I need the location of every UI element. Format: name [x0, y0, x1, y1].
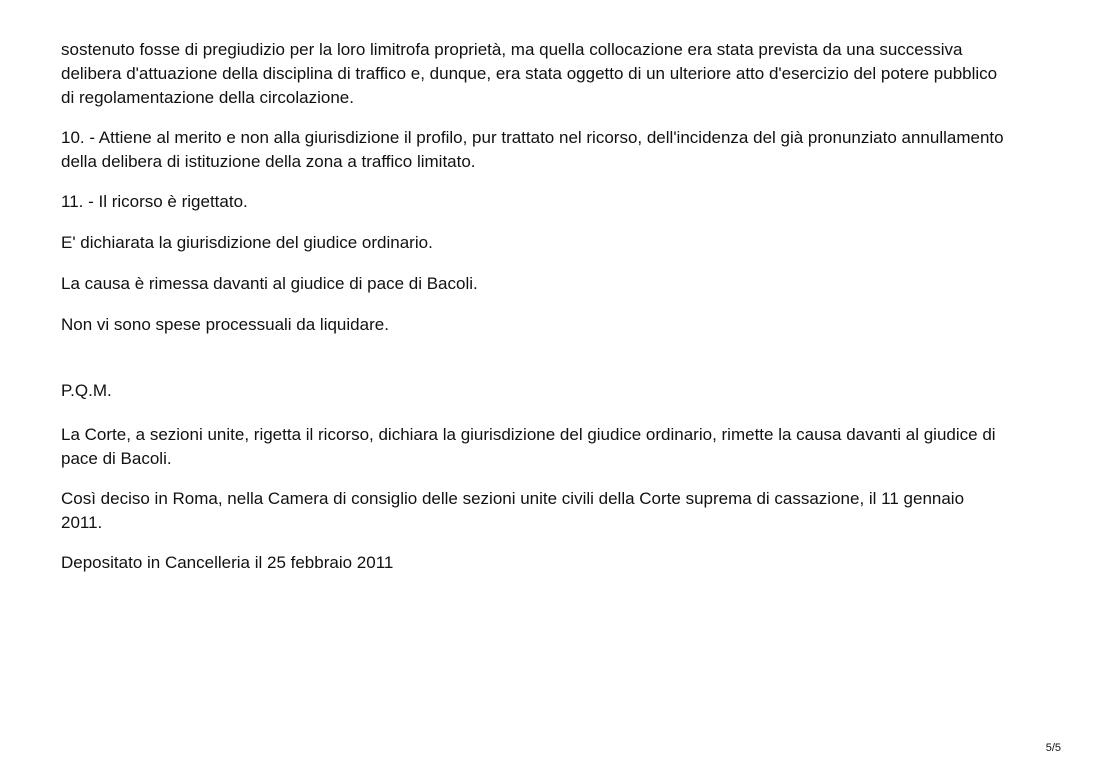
text-line: P.Q.M. — [61, 381, 112, 400]
text-line: delibera d'attuazione della disciplina di traffico e, dunque, era stata oggetto di un ulteriore atto d'esercizio del potere pubblico — [61, 64, 998, 83]
paragraph-10 — [61, 126, 1051, 174]
text-line: Così deciso in Roma, nella Camera di consiglio delle sezioni unite civili della Corte suprema di cassazione, il 11 gennaio — [61, 489, 965, 508]
text-line: di regolamentazione della circolazione. — [61, 88, 354, 107]
paragraph-decided — [61, 487, 1051, 535]
text-line: La Corte, a sezioni unite, rigetta il ricorso, dichiara la giurisdizione del giudice ordinario, rimette la causa davanti al giudice di — [61, 425, 996, 444]
text-line: 11. - Il ricorso è rigettato. — [61, 192, 248, 211]
paragraph-ruling — [61, 423, 1051, 471]
text-line: Non vi sono spese processuali da liquidare. — [61, 315, 389, 334]
paragraph-11 — [61, 190, 1051, 214]
paragraph-deposited — [61, 551, 1051, 575]
paragraph-remand — [61, 272, 1051, 296]
paragraph-continuation — [61, 38, 1051, 110]
text-line: E' dichiarata la giurisdizione del giudice ordinario. — [61, 233, 433, 252]
paragraph-costs — [61, 313, 1051, 337]
text-line: Depositato in Cancelleria il 25 febbraio 2011 — [61, 553, 394, 572]
text-line: 2011. — [61, 513, 103, 532]
paragraph-jurisdiction — [61, 231, 1051, 255]
text-line: pace di Bacoli. — [61, 449, 172, 468]
text-line: La causa è rimessa davanti al giudice di pace di Bacoli. — [61, 274, 478, 293]
section-heading-pqm — [61, 379, 1051, 403]
text-line: 10. - Attiene al merito e non alla giurisdizione il profilo, pur trattato nel ricorso, dell'incidenza del già pronunziato annullamento — [61, 128, 1004, 147]
text-line: sostenuto fosse di pregiudizio per la loro limitrofa proprietà, ma quella collocazione era stata prevista da una successiva — [61, 40, 963, 59]
text-line: della delibera di istituzione della zona a traffico limitato. — [61, 152, 476, 171]
page-number: 5/5 — [1045, 742, 1061, 754]
